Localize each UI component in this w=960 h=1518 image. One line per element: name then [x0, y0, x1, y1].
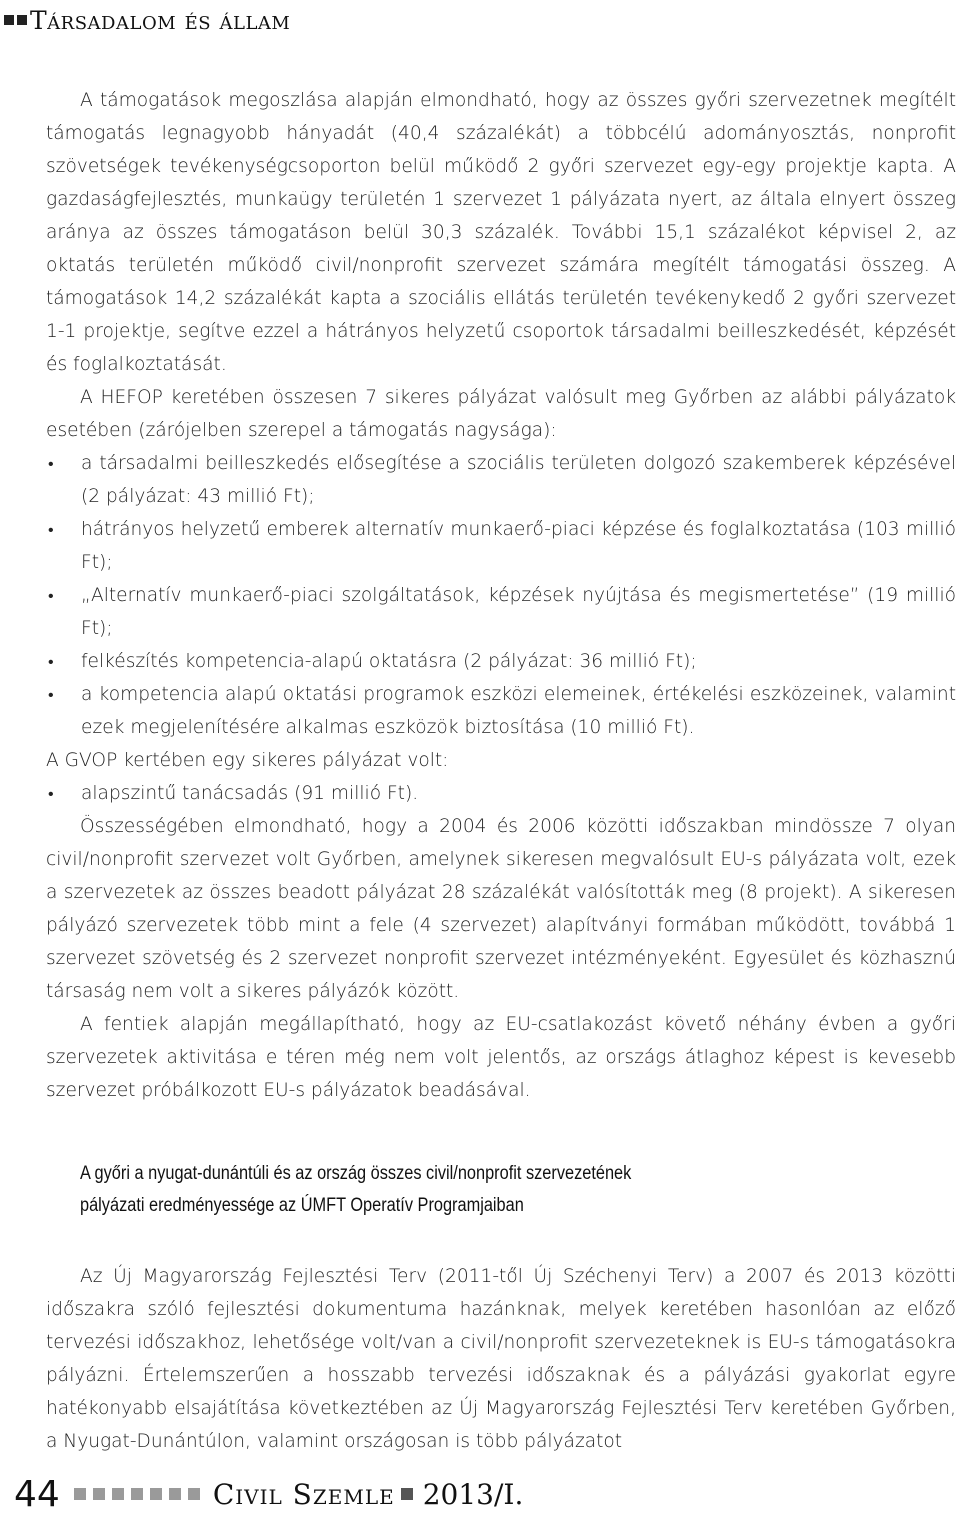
paragraph: Összességében elmondható, hogy a 2004 és 2006 közötti időszakban mindössze 7 olyan civil/nonprofit szervezet volt Győrben, amelynek sikeresen megvalósult EU-s pályázata volt, ezek a szervezetek az összes beadott pályázat 28 százalékát valósították meg (8 projekt). A sikeresen pályázó szervezetek több mint a fele (4 szervezet) alapítványi formában működött, továbbá 1 szervezet szövetség és 2 szervezet nonprofit szervezet intézményeként. Egyesület és közhasznú társaság nem volt a sikeres pályázók között.: [46, 816, 956, 1002]
list-item: • felkészítés kompetencia-alapú oktatásra (2 pályázat: 36 millió Ft);: [46, 645, 956, 678]
footer-square-icon: [150, 1488, 162, 1500]
subsection-heading-line: pályázati eredményessége az ÚMFT Operatív Programjaiban: [80, 1195, 524, 1216]
footer-square-icon: [188, 1488, 200, 1500]
issue-number: 2013/I.: [422, 1477, 524, 1511]
gvop-intro: A GVOP kertében egy sikeres pályázat volt:: [46, 750, 449, 771]
paragraph: Az Új Magyarország Fejlesztési Terv (2011-től Új Széchenyi Terv) a 2007 és 2013 közötti időszakra szóló fejlesztési dokumentuma hazánknak, melyek keretében hasonlóan az előző tervezési időszakhoz, lehetősége volt/van a civil/nonprofit szervezeteknek is EU-s támogatásokra pályázni. Értelemszerűen a hosszabb tervezési időszaknak és a pályázási gyakorlat egyre hatékonyabb elsajátítása következtében az Új Magyarország Fejlesztési Terv keretében Győrben, a Nyugat-Dunántúlon, valamint országosan is több pályázatot: [46, 1266, 956, 1452]
list-item: • hátrányos helyzetű emberek alternatív munkaerő-piaci képzése és foglalkoztatása (103 millió Ft);: [46, 513, 956, 579]
gvop-list: [46, 777, 956, 810]
paragraph: A HEFOP keretében összesen 7 sikeres pályázat valósult meg Győrben az alábbi pályázatok esetében (zárójelben szerepel a támogatás nagysága):: [46, 387, 956, 441]
page-number: 44: [14, 1473, 60, 1515]
section-body: [46, 1260, 956, 1458]
bullet-icon: •: [48, 520, 54, 539]
footer-square-icon: [169, 1488, 181, 1500]
subsection-heading-line: A győri a nyugat-dunántúli és az ország összes civil/nonprofit szervezetének: [80, 1163, 632, 1184]
header-square-icon: [4, 15, 14, 25]
list-item: • „Alternatív munkaerő-piaci szolgáltatások, képzések nyújtása és megismertetése” (19 millió Ft);: [46, 579, 956, 645]
paragraph: A fentiek alapján megállapítható, hogy az EU-csatlakozást követő néhány évben a győri szervezetek aktivitása e téren még nem volt jelentős, az országs átlaghoz képest is kevesebb szervezet próbálkozott EU-s pályázatok beadásával.: [46, 1014, 956, 1101]
bullet-icon: •: [48, 586, 54, 605]
list-item: • a kompetencia alapú oktatási programok eszközi elemeinek, értékelési eszközeinek, valamint ezek megjelenítésére alkalmas eszközök biztosítása (10 millió Ft).: [46, 678, 956, 744]
footer-square-icon: [112, 1488, 124, 1500]
bullet-icon: •: [48, 652, 54, 671]
subsection-heading: [80, 1158, 734, 1222]
running-header: [4, 0, 290, 40]
page-footer: [14, 1470, 954, 1518]
header-square-icon: [17, 15, 27, 25]
journal-name: Civil Szemle: [212, 1477, 395, 1511]
list-item: • a társadalmi beilleszkedés elősegítése a szociális területen dolgozó szakemberek képzésével (2 pályázat: 43 millió Ft);: [46, 447, 956, 513]
paragraph: A támogatások megoszlása alapján elmondható, hogy az összes győri szervezetnek megítélt támogatás legnagyobb hányadát (40,4 százalékát) a többcélú adományosztás, nonprofit szövetségek tevékenységcsoporton belül működő 2 győri szervezet egy-egy projektje kapta. A gazdaságfejlesztés, munkaügy területén 1 szervezet 1 pályázata nyert, az általa elnyert összeg aránya az összes támogatáson belül 30,3 százalék. További 15,1 százalékot képvisel 2, az oktatás területén működő civil/nonprofit szervezet számára megítélt támogatási összeg. A támogatások 14,2 százalékát kapta a szociális ellátás területén tevékenykedő 2 győri szervezet 1-1 projektje, segítve ezzel a hátrányos helyzetű csoportok társadalmi beilleszkedését, képzését és foglalkoztatását.: [46, 90, 956, 375]
hefop-list: [46, 447, 956, 744]
main-body: [46, 84, 956, 1107]
bullet-icon: •: [48, 784, 54, 803]
bullet-icon: •: [48, 685, 54, 704]
section-title: Társadalom és állam: [30, 5, 291, 35]
bullet-icon: •: [48, 454, 54, 473]
footer-square-icon: [401, 1488, 413, 1500]
footer-square-icon: [93, 1488, 105, 1500]
list-item: • alapszintű tanácsadás (91 millió Ft).: [46, 777, 956, 810]
footer-square-icon: [131, 1488, 143, 1500]
footer-square-icon: [74, 1488, 86, 1500]
